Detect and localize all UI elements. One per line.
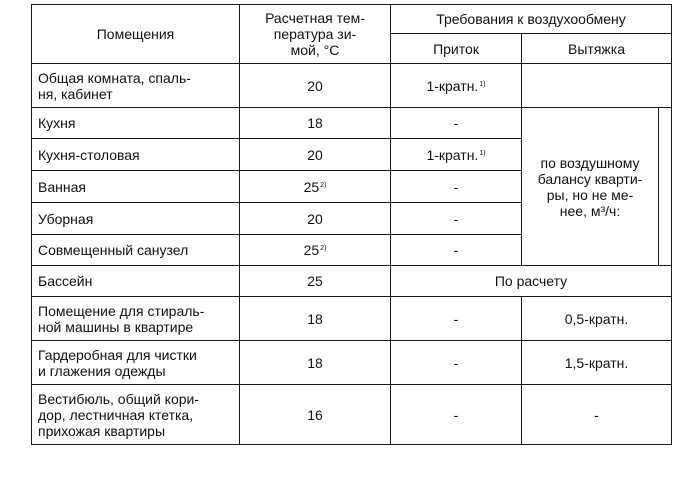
room-name: Совмещенный санузел	[32, 235, 240, 266]
header-supply: Приток	[391, 34, 522, 64]
supply-value: 1-кратн.$^{1)}$	[391, 64, 522, 108]
table-row	[32, 64, 672, 108]
table-row	[32, 341, 672, 385]
ventilation-norms-table	[31, 4, 672, 445]
room-name: Вестибюль, общий кори- дор, лестничная ктетка, прихожая квартиры	[32, 385, 240, 445]
supply-value: 1-кратн.$^{1)}$	[391, 139, 522, 171]
room-temperature: 20	[240, 64, 391, 108]
room-temperature: 25$^{2)}$	[240, 171, 391, 203]
table-row	[32, 108, 672, 139]
footnote-mark: 1)	[479, 80, 486, 88]
room-temperature: 25	[240, 266, 391, 297]
room-temperature: 16	[240, 385, 391, 445]
room-name: Ванная	[32, 171, 240, 203]
supply-value: -	[391, 235, 522, 266]
supply-value: -	[391, 203, 522, 235]
room-temperature: 20	[240, 139, 391, 171]
room-temperature: 20	[240, 203, 391, 235]
room-temperature: 18	[240, 108, 391, 139]
room-name: Гардеробная для чистки и глажения одежды	[32, 341, 240, 385]
header-rooms: Помещения	[32, 5, 240, 64]
room-name: Помещение для стираль- ной машины в квартире	[32, 297, 240, 341]
room-name: Бассейн	[32, 266, 240, 297]
table-row	[32, 297, 672, 341]
footnote-mark: 1)	[479, 149, 486, 157]
exhaust-value: 1,5-кратн.	[522, 341, 672, 385]
room-temperature: 25$^{2)}$	[240, 235, 391, 266]
exhaust-value	[522, 64, 672, 108]
room-temperature: 18	[240, 341, 391, 385]
header-exhaust: Вытяжка	[522, 34, 672, 64]
supply-value: -	[391, 297, 522, 341]
supply-value: -	[391, 385, 522, 445]
room-temperature: 18	[240, 297, 391, 341]
room-name: Уборная	[32, 203, 240, 235]
room-name: Кухня-столовая	[32, 139, 240, 171]
room-name: Общая комната, спаль- ня, кабинет	[32, 64, 240, 108]
supply-value: -	[391, 108, 522, 139]
supply-value: -	[391, 171, 522, 203]
table-row	[32, 266, 672, 297]
footnote-mark: 2)	[320, 245, 327, 252]
table-row	[32, 385, 672, 445]
footnote-mark: 2)	[320, 181, 327, 189]
exhaust-subcolumn	[659, 108, 672, 266]
exhaust-value: 0,5-кратн.	[522, 297, 672, 341]
exhaust-group-note: по воздушному балансу кварти- ры, но не ме- нее, м³/ч:	[522, 108, 659, 266]
room-name: Кухня	[32, 108, 240, 139]
supply-value: -	[391, 341, 522, 385]
header-requirements: Требования к воздухообмену	[391, 5, 672, 34]
header-temperature: Расчетная тем- пература зи- мой, °C	[240, 5, 391, 64]
exhaust-value: -	[522, 385, 672, 445]
merged-requirement: По расчету	[391, 266, 672, 297]
